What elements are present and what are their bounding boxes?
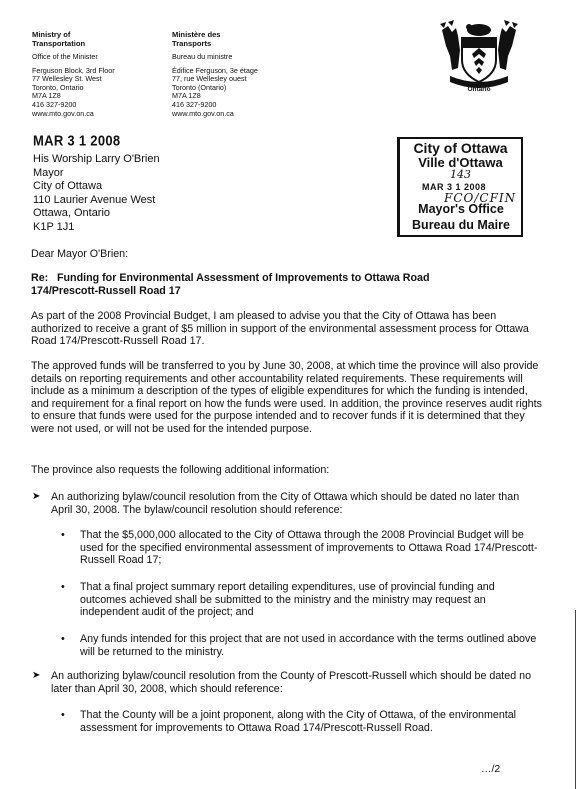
paragraph: The province also requests the following additional information: bbox=[31, 464, 330, 476]
address-line: 416 327-9200 bbox=[172, 99, 217, 109]
list-item-text: An authorizing bylaw/council resolution from the County of Prescott-Russell which should be dated no later than April 30, 2008, which should reference: bbox=[51, 670, 532, 695]
list-item-text: An authorizing bylaw/council resolution from the City of Ottawa which should be dated no later than April 30, 2008. The bylaw/council resolution should reference: bbox=[51, 491, 520, 516]
letterhead-english bbox=[32, 30, 162, 118]
list-item-text: That a final project summary report detailing expenditures, use of provincial funding and outcomes achieved shall be submitted to the ministry and the ministry may request an independent audit of the project; and bbox=[80, 581, 495, 619]
address-line: 77, rue Wellesley ouest bbox=[172, 74, 247, 84]
recipient-line: Mayor bbox=[33, 166, 64, 179]
address-line: 416 327-9200 bbox=[32, 99, 77, 109]
recipient-line: Ottawa, Ontario bbox=[33, 207, 111, 220]
stamp-date: MAR 3 1 2008 bbox=[422, 182, 487, 192]
letterhead-french bbox=[172, 30, 322, 118]
received-stamp bbox=[397, 137, 523, 237]
stamp-office-fr: Bureau du Maire bbox=[412, 218, 510, 232]
address-line: Toronto (Ontario) bbox=[172, 82, 227, 92]
stamp-office-en: Mayor's Office bbox=[418, 202, 504, 216]
page-continuation-marker: …/2 bbox=[481, 763, 501, 775]
crest-label: Ontario bbox=[467, 86, 491, 93]
stamp-handwritten-note: FCO/CFIN bbox=[444, 191, 517, 205]
subject-label: Re: bbox=[31, 272, 49, 284]
address-line: Ferguson Block, 3rd Floor bbox=[32, 65, 115, 75]
recipient-address bbox=[33, 153, 160, 235]
list-item-text: That the County will be a joint proponent, along with the City of Ottawa, of the environmental assessment for improvements to Ottawa Road 174/Prescott-Russell Road. bbox=[80, 709, 517, 734]
recipient-line: 110 Laurier Avenue West bbox=[33, 193, 156, 206]
bullet-icon: • bbox=[61, 529, 65, 541]
address-line: M7A 1Z8 bbox=[172, 91, 201, 101]
ontario-crest-icon bbox=[438, 20, 520, 92]
recipient-line: K1P 1J1 bbox=[33, 220, 75, 233]
bullet-icon: • bbox=[61, 709, 65, 721]
subject-text-line1: Funding for Environmental Assessment of Improvements to Ottawa Road bbox=[57, 272, 430, 284]
subject-line bbox=[31, 272, 547, 297]
office-name: Office of the Minister bbox=[32, 52, 98, 61]
address-line: Édifice Ferguson, 3e étage bbox=[172, 65, 258, 75]
stamp-city-fr: Ville d'Ottawa bbox=[418, 155, 503, 170]
office-name: Bureau du ministre bbox=[172, 52, 233, 61]
address-line: Toronto, Ontario bbox=[32, 82, 84, 92]
address-line: www.mto.gov.on.ca bbox=[32, 108, 94, 118]
paragraph: The approved funds will be transferred to you by June 30, 2008, at which time the province will also provide details on reporting requirements and other accountability related requirements. These requirements will include as a minimum a description of the types of eligible expenditures for which the funding is intended, and requirement for a final report on how the funds were used. In addition, the province reserves audit rights to ensure that funds were used for the purpose intended and to recover funds if it is determined that they were not used, or will not be used for the intended purpose. bbox=[31, 360, 542, 435]
stamp-city-en: City of Ottawa bbox=[413, 140, 508, 156]
ministry-name-line2: Transportation bbox=[32, 39, 86, 48]
ministry-name-line1: Ministry of bbox=[32, 30, 71, 39]
arrow-bullet-icon: ➤ bbox=[32, 670, 41, 681]
subject-text-line2: 174/Prescott-Russell Road 17 bbox=[31, 284, 181, 297]
address-line: www.mto.gov.on.ca bbox=[172, 108, 234, 118]
recipient-line: City of Ottawa bbox=[33, 180, 103, 193]
address-line: M7A 1Z8 bbox=[32, 91, 61, 101]
stamp-handwritten-number: 143 bbox=[450, 168, 471, 181]
arrow-bullet-icon: ➤ bbox=[32, 491, 41, 502]
letter-date: MAR 3 1 2008 bbox=[33, 132, 121, 149]
address-line: 77 Wellesley St. West bbox=[32, 74, 102, 84]
recipient-line: His Worship Larry O'Brien bbox=[33, 153, 160, 165]
ministry-name-line1: Ministère des bbox=[172, 30, 221, 39]
paragraph: As part of the 2008 Provincial Budget, I am pleased to advise you that the City of Ottawa has been authorized to receive a grant of $5 million in support of the environmental assessment process for Ottawa Road 174/Prescott-Russell Road 17. bbox=[31, 310, 529, 348]
salutation: Dear Mayor O'Brien: bbox=[31, 248, 129, 260]
bullet-icon: • bbox=[61, 633, 65, 645]
bullet-icon: • bbox=[61, 581, 65, 593]
list-item-text: That the $5,000,000 allocated to the City of Ottawa through the 2008 Provincial Budget will be used for the specified environmental assessment of improvements to Ottawa Road 174/Prescott-Russell Road 17; bbox=[80, 529, 538, 567]
ministry-name-line2: Transports bbox=[172, 39, 212, 48]
list-item-text: Any funds intended for this project that are not used in accordance with the terms outlined above will be returned to the ministry. bbox=[80, 633, 537, 658]
